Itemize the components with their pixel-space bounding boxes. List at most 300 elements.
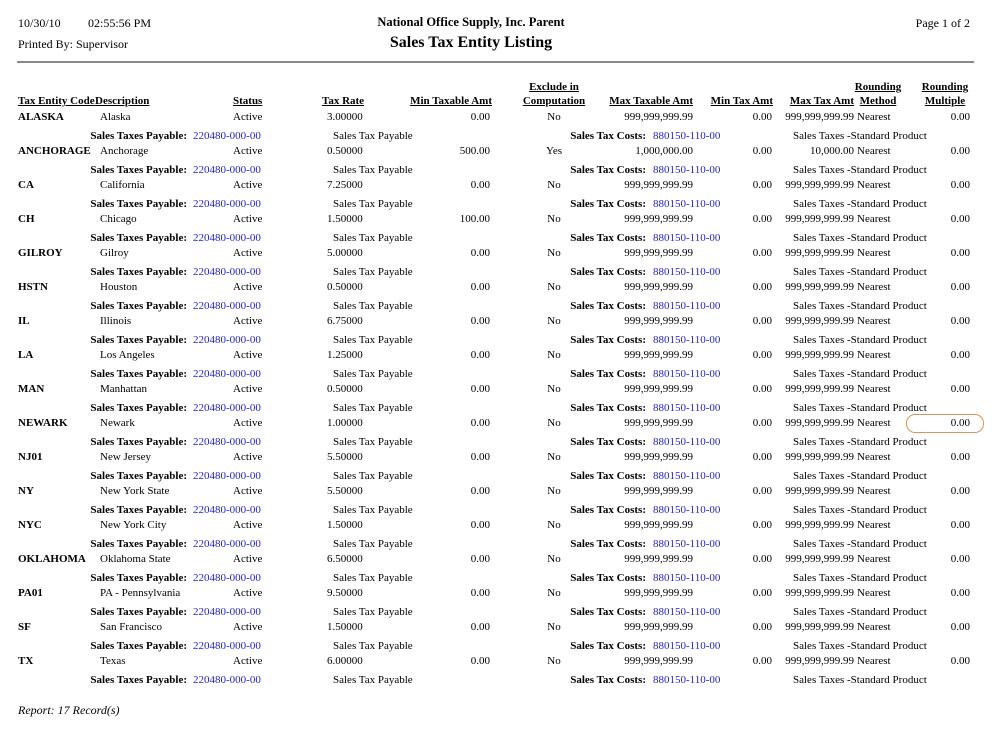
costs-account-link[interactable]: 880150-110-00 [653,606,721,618]
rounding-multiple-cell: 0.00 [950,383,970,395]
sales-tax-costs-label: Sales Tax Costs: [570,572,646,584]
tax-rate-cell: 9.50000 [327,587,363,599]
max-tax-amt-cell: 999,999,999.99 [785,417,854,429]
payable-account-link[interactable]: 220480-000-00 [193,402,261,414]
col-header-min-taxable-amt: Min Taxable Amt [410,95,492,107]
min-tax-amt-cell: 0.00 [752,315,772,327]
costs-account-link[interactable]: 880150-110-00 [653,470,721,482]
costs-account-link[interactable]: 880150-110-00 [653,402,721,414]
payable-account-description: Sales Tax Payable [333,368,413,380]
tax-entity-row-detail [0,572,992,586]
exclude-in-computation-cell: No [547,349,561,361]
max-tax-amt-cell: 999,999,999.99 [785,587,854,599]
tax-entity-row-detail [0,436,992,450]
exclude-in-computation-cell: No [547,213,561,225]
exclude-in-computation-cell: No [547,111,561,123]
min-taxable-amt-cell: 500.00 [459,145,490,157]
costs-account-description: Sales Taxes -Standard Product [793,606,927,618]
description-cell: Oklahoma State [100,553,171,565]
description-cell: Los Angeles [100,349,155,361]
exclude-in-computation-cell: No [547,417,561,429]
tax-entity-row-detail [0,402,992,416]
rounding-multiple-cell: 0.00 [950,485,970,497]
costs-account-description: Sales Taxes -Standard Product [793,572,927,584]
tax-entity-row-detail [0,504,992,518]
costs-account-description: Sales Taxes -Standard Product [793,266,927,278]
max-taxable-amt-cell: 1,000,000.00 [635,145,693,157]
tax-entity-code-cell: MAN [18,383,45,395]
costs-account-description: Sales Taxes -Standard Product [793,334,927,346]
rounding-method-cell: Nearest [857,281,891,293]
costs-account-link[interactable]: 880150-110-00 [653,504,721,516]
status-cell: Active [233,519,263,531]
max-taxable-amt-cell: 999,999,999.99 [624,111,693,123]
col-header-tax-entity-code: Tax Entity Code [18,95,95,107]
min-tax-amt-cell: 0.00 [752,281,772,293]
description-cell: Chicago [100,213,137,225]
tax-entity-row-main [0,587,992,601]
sales-tax-costs-label: Sales Tax Costs: [570,164,646,176]
rounding-method-cell: Nearest [857,383,891,395]
tax-rate-cell: 0.50000 [327,383,363,395]
min-tax-amt-cell: 0.00 [752,587,772,599]
rounding-method-cell: Nearest [857,315,891,327]
payable-account-link[interactable]: 220480-000-00 [193,538,261,550]
sales-taxes-payable-label: Sales Taxes Payable: [90,198,187,210]
rounding-method-cell: Nearest [857,587,891,599]
tax-entity-code-cell: SF [18,621,31,633]
min-tax-amt-cell: 0.00 [752,349,772,361]
sales-taxes-payable-label: Sales Taxes Payable: [90,402,187,414]
costs-account-link[interactable]: 880150-110-00 [653,198,721,210]
status-cell: Active [233,451,263,463]
tax-rate-cell: 5.00000 [327,247,363,259]
rounding-multiple-cell: 0.00 [950,247,970,259]
max-taxable-amt-cell: 999,999,999.99 [624,655,693,667]
payable-account-description: Sales Tax Payable [333,606,413,618]
tax-rate-cell: 1.50000 [327,213,363,225]
company-name: National Office Supply, Inc. Parent [377,15,565,29]
payable-account-description: Sales Tax Payable [333,674,413,686]
payable-account-link[interactable]: 220480-000-00 [193,674,261,686]
status-cell: Active [233,213,263,225]
tax-entity-code-cell: ALASKA [18,111,64,123]
payable-account-link[interactable]: 220480-000-00 [193,198,261,210]
max-taxable-amt-cell: 999,999,999.99 [624,383,693,395]
exclude-in-computation-cell: No [547,655,561,667]
costs-account-link[interactable]: 880150-110-00 [653,368,721,380]
description-cell: California [100,179,145,191]
tax-entity-row-main [0,179,992,193]
max-taxable-amt-cell: 999,999,999.99 [624,417,693,429]
rounding-multiple-cell: 0.00 [950,315,970,327]
col-header-rounding-multiple-line2: Multiple [924,95,966,107]
tax-entity-row-detail [0,266,992,280]
max-taxable-amt-cell: 999,999,999.99 [624,451,693,463]
col-header-min-tax-amt: Min Tax Amt [710,95,773,107]
tax-entity-row-main [0,621,992,635]
sales-taxes-payable-label: Sales Taxes Payable: [90,368,187,380]
rounding-multiple-cell: 0.00 [950,111,970,123]
payable-account-description: Sales Tax Payable [333,266,413,278]
tax-entity-row-detail [0,606,992,620]
payable-account-link[interactable]: 220480-000-00 [193,368,261,380]
tax-entity-code-cell: OKLAHOMA [18,553,86,565]
min-taxable-amt-cell: 0.00 [470,383,490,395]
sales-tax-costs-label: Sales Tax Costs: [570,674,646,686]
status-cell: Active [233,485,263,497]
max-tax-amt-cell: 999,999,999.99 [785,349,854,361]
costs-account-link[interactable]: 880150-110-00 [653,436,721,448]
max-tax-amt-cell: 999,999,999.99 [785,485,854,497]
sales-taxes-payable-label: Sales Taxes Payable: [90,572,187,584]
sales-taxes-payable-label: Sales Taxes Payable: [90,232,187,244]
min-taxable-amt-cell: 0.00 [470,179,490,191]
tax-entity-row-main [0,315,992,329]
col-header-exclude-line1: Exclude in [529,81,579,93]
tax-entity-code-cell: GILROY [18,247,63,259]
tax-rate-cell: 6.50000 [327,553,363,565]
rounding-method-cell: Nearest [857,451,891,463]
sales-tax-costs-label: Sales Tax Costs: [570,436,646,448]
min-taxable-amt-cell: 0.00 [470,111,490,123]
payable-account-description: Sales Tax Payable [333,402,413,414]
rounding-multiple-cell: 0.00 [950,451,970,463]
max-taxable-amt-cell: 999,999,999.99 [624,621,693,633]
tax-rate-cell: 5.50000 [327,485,363,497]
payable-account-description: Sales Tax Payable [333,130,413,142]
tax-entity-row-main [0,383,992,397]
min-taxable-amt-cell: 0.00 [470,349,490,361]
exclude-in-computation-cell: No [547,315,561,327]
tax-entity-row-main [0,417,992,431]
col-header-status: Status [233,95,263,107]
sales-tax-costs-label: Sales Tax Costs: [570,504,646,516]
col-header-exclude-line2: Computation [522,95,586,107]
payable-account-description: Sales Tax Payable [333,300,413,312]
page-title: Sales Tax Entity Listing [389,34,553,51]
description-cell: Manhattan [100,383,148,395]
report-date: 10/30/10 [18,16,61,30]
rounding-multiple-cell: 0.00 [950,179,970,191]
tax-rate-cell: 7.25000 [327,179,363,191]
max-taxable-amt-cell: 999,999,999.99 [624,485,693,497]
rounding-method-cell: Nearest [857,485,891,497]
costs-account-description: Sales Taxes -Standard Product [793,232,927,244]
tax-entity-row-main [0,519,992,533]
sales-taxes-payable-label: Sales Taxes Payable: [90,470,187,482]
description-cell: New Jersey [100,451,152,463]
costs-account-link[interactable]: 880150-110-00 [653,572,721,584]
max-tax-amt-cell: 999,999,999.99 [785,383,854,395]
tax-entity-row-detail [0,130,992,144]
tax-entity-row-detail [0,300,992,314]
status-cell: Active [233,145,263,157]
min-tax-amt-cell: 0.00 [752,621,772,633]
costs-account-description: Sales Taxes -Standard Product [793,538,927,550]
payable-account-link[interactable]: 220480-000-00 [193,164,261,176]
tax-rate-cell: 1.00000 [327,417,363,429]
rounding-method-cell: Nearest [857,145,891,157]
tax-entity-code-cell: NJ01 [18,451,43,463]
description-cell: Illinois [100,315,132,327]
sales-tax-costs-label: Sales Tax Costs: [570,402,646,414]
exclude-in-computation-cell: No [547,179,561,191]
record-count: Report: 17 Record(s) [18,703,120,717]
exclude-in-computation-cell: No [547,587,561,599]
rounding-method-cell: Nearest [857,417,891,429]
costs-account-link[interactable]: 880150-110-00 [653,640,721,652]
exclude-in-computation-cell: No [547,451,561,463]
max-tax-amt-cell: 999,999,999.99 [785,111,854,123]
min-tax-amt-cell: 0.00 [752,451,772,463]
rounding-method-cell: Nearest [857,621,891,633]
payable-account-link[interactable]: 220480-000-00 [193,334,261,346]
costs-account-description: Sales Taxes -Standard Product [793,368,927,380]
payable-account-link[interactable]: 220480-000-00 [193,572,261,584]
tax-entity-row-detail [0,198,992,212]
max-tax-amt-cell: 999,999,999.99 [785,553,854,565]
min-tax-amt-cell: 0.00 [752,111,772,123]
max-tax-amt-cell: 999,999,999.99 [785,451,854,463]
costs-account-description: Sales Taxes -Standard Product [793,130,927,142]
description-cell: Alaska [100,111,131,123]
tax-entity-row-detail [0,470,992,484]
tax-entity-row-main [0,247,992,261]
costs-account-link[interactable]: 880150-110-00 [653,232,721,244]
sales-tax-costs-label: Sales Tax Costs: [570,130,646,142]
rounding-method-cell: Nearest [857,247,891,259]
min-tax-amt-cell: 0.00 [752,485,772,497]
costs-account-description: Sales Taxes -Standard Product [793,674,927,686]
costs-account-link[interactable]: 880150-110-00 [653,538,721,550]
max-taxable-amt-cell: 999,999,999.99 [624,587,693,599]
printed-by: Printed By: Supervisor [18,37,128,51]
exclude-in-computation-cell: No [547,247,561,259]
costs-account-description: Sales Taxes -Standard Product [793,164,927,176]
sales-tax-costs-label: Sales Tax Costs: [570,538,646,550]
tax-entity-row-detail [0,164,992,178]
tax-entity-row-detail [0,334,992,348]
payable-account-description: Sales Tax Payable [333,504,413,516]
tax-entity-code-cell: NYC [18,519,42,531]
min-taxable-amt-cell: 0.00 [470,485,490,497]
tax-rate-cell: 0.50000 [327,145,363,157]
costs-account-description: Sales Taxes -Standard Product [793,402,927,414]
payable-account-description: Sales Tax Payable [333,164,413,176]
costs-account-link[interactable]: 880150-110-00 [653,164,721,176]
report-time: 02:55:56 PM [88,16,152,30]
min-tax-amt-cell: 0.00 [752,179,772,191]
sales-taxes-payable-label: Sales Taxes Payable: [90,674,187,686]
sales-tax-costs-label: Sales Tax Costs: [570,368,646,380]
rounding-multiple-cell: 0.00 [950,655,970,667]
tax-entity-row-main [0,553,992,567]
page-number: Page 1 of 2 [915,16,970,30]
sales-taxes-payable-label: Sales Taxes Payable: [90,266,187,278]
costs-account-description: Sales Taxes -Standard Product [793,198,927,210]
tax-entity-row-main [0,111,992,125]
sales-tax-costs-label: Sales Tax Costs: [570,198,646,210]
tax-entity-row-detail [0,674,992,688]
rounding-method-cell: Nearest [857,213,891,225]
rounding-multiple-cell: 0.00 [950,145,970,157]
description-cell: New York State [100,485,170,497]
tax-entity-code-cell: NEWARK [18,417,68,429]
payable-account-link[interactable]: 220480-000-00 [193,470,261,482]
col-header-max-taxable-amt: Max Taxable Amt [609,95,693,107]
rounding-method-cell: Nearest [857,655,891,667]
tax-entity-row-detail [0,232,992,246]
payable-account-link[interactable]: 220480-000-00 [193,232,261,244]
min-taxable-amt-cell: 0.00 [470,519,490,531]
rounding-multiple-cell: 0.00 [950,281,970,293]
tax-entity-code-cell: LA [18,349,34,361]
min-tax-amt-cell: 0.00 [752,655,772,667]
tax-entity-code-cell: ANCHORAGE [18,145,91,157]
sales-tax-costs-label: Sales Tax Costs: [570,640,646,652]
tax-entity-code-cell: PA01 [18,587,43,599]
description-cell: PA - Pennsylvania [100,587,181,599]
max-taxable-amt-cell: 999,999,999.99 [624,247,693,259]
min-tax-amt-cell: 0.00 [752,553,772,565]
payable-account-link[interactable]: 220480-000-00 [193,130,261,142]
rounding-method-cell: Nearest [857,519,891,531]
tax-entity-code-cell: TX [18,655,34,667]
exclude-in-computation-cell: No [547,281,561,293]
sales-taxes-payable-label: Sales Taxes Payable: [90,130,187,142]
status-cell: Active [233,281,263,293]
status-cell: Active [233,179,263,191]
status-cell: Active [233,553,263,565]
sales-taxes-payable-label: Sales Taxes Payable: [90,334,187,346]
costs-account-link[interactable]: 880150-110-00 [653,130,721,142]
payable-account-link[interactable]: 220480-000-00 [193,300,261,312]
exclude-in-computation-cell: No [547,621,561,633]
col-header-rounding-method-line2: Method [859,95,897,107]
status-cell: Active [233,315,263,327]
tax-rate-cell: 1.25000 [327,349,363,361]
sales-tax-costs-label: Sales Tax Costs: [570,606,646,618]
sales-tax-costs-label: Sales Tax Costs: [570,300,646,312]
sales-taxes-payable-label: Sales Taxes Payable: [90,436,187,448]
sales-tax-costs-label: Sales Tax Costs: [570,470,646,482]
max-tax-amt-cell: 10,000.00 [810,145,854,157]
tax-entity-code-cell: IL [18,315,30,327]
max-tax-amt-cell: 999,999,999.99 [785,179,854,191]
costs-account-description: Sales Taxes -Standard Product [793,300,927,312]
max-taxable-amt-cell: 999,999,999.99 [624,349,693,361]
min-taxable-amt-cell: 0.00 [470,247,490,259]
status-cell: Active [233,349,263,361]
tax-entity-code-cell: CA [18,179,34,191]
rounding-method-cell: Nearest [857,111,891,123]
payable-account-link[interactable]: 220480-000-00 [193,606,261,618]
min-tax-amt-cell: 0.00 [752,247,772,259]
payable-account-link[interactable]: 220480-000-00 [193,436,261,448]
exclude-in-computation-cell: No [547,383,561,395]
max-taxable-amt-cell: 999,999,999.99 [624,519,693,531]
max-tax-amt-cell: 999,999,999.99 [785,213,854,225]
exclude-in-computation-cell: No [547,485,561,497]
costs-account-link[interactable]: 880150-110-00 [653,334,721,346]
payable-account-description: Sales Tax Payable [333,198,413,210]
payable-account-link[interactable]: 220480-000-00 [193,640,261,652]
sales-taxes-payable-label: Sales Taxes Payable: [90,504,187,516]
description-cell: Gilroy [100,247,129,259]
rounding-multiple-cell: 0.00 [950,621,970,633]
min-taxable-amt-cell: 0.00 [470,655,490,667]
max-tax-amt-cell: 999,999,999.99 [785,621,854,633]
max-taxable-amt-cell: 999,999,999.99 [624,315,693,327]
tax-entity-row-main [0,213,992,227]
status-cell: Active [233,111,263,123]
rounding-multiple-cell: 0.00 [950,519,970,531]
tax-rate-cell: 5.50000 [327,451,363,463]
description-cell: Anchorage [100,145,149,157]
sales-taxes-payable-label: Sales Taxes Payable: [90,538,187,550]
payable-account-description: Sales Tax Payable [333,470,413,482]
rounding-multiple-cell: 0.00 [950,587,970,599]
payable-account-link[interactable]: 220480-000-00 [193,266,261,278]
rounding-multiple-cell: 0.00 [950,213,970,225]
tax-rate-cell: 1.50000 [327,519,363,531]
tax-entity-code-cell: HSTN [18,281,48,293]
exclude-in-computation-cell: No [547,519,561,531]
min-taxable-amt-cell: 0.00 [470,621,490,633]
tax-entity-code-cell: CH [18,213,35,225]
tax-rate-cell: 0.50000 [327,281,363,293]
rounding-multiple-cell: 0.00 [950,553,970,565]
costs-account-description: Sales Taxes -Standard Product [793,640,927,652]
exclude-in-computation-cell: Yes [545,145,562,157]
col-header-rounding-method-line1: Rounding [854,81,902,93]
tax-entity-row-main [0,655,992,669]
tax-rate-cell: 6.00000 [327,655,363,667]
tax-entity-row-main [0,145,992,159]
payable-account-description: Sales Tax Payable [333,538,413,550]
payable-account-link[interactable]: 220480-000-00 [193,504,261,516]
highlight-box [906,414,984,433]
min-taxable-amt-cell: 0.00 [470,587,490,599]
costs-account-link[interactable]: 880150-110-00 [653,674,721,686]
min-taxable-amt-cell: 0.00 [470,451,490,463]
payable-account-description: Sales Tax Payable [333,436,413,448]
min-tax-amt-cell: 0.00 [752,145,772,157]
min-taxable-amt-cell: 0.00 [470,315,490,327]
min-taxable-amt-cell: 0.00 [470,417,490,429]
tax-entity-row-main [0,451,992,465]
tax-entity-row-main [0,485,992,499]
max-tax-amt-cell: 999,999,999.99 [785,655,854,667]
max-taxable-amt-cell: 999,999,999.99 [624,553,693,565]
rounding-method-cell: Nearest [857,553,891,565]
description-cell: New York City [100,519,167,531]
sales-taxes-payable-label: Sales Taxes Payable: [90,300,187,312]
max-tax-amt-cell: 999,999,999.99 [785,281,854,293]
min-tax-amt-cell: 0.00 [752,417,772,429]
min-taxable-amt-cell: 0.00 [470,553,490,565]
min-taxable-amt-cell: 0.00 [470,281,490,293]
tax-entity-row-main [0,349,992,363]
costs-account-link[interactable]: 880150-110-00 [653,300,721,312]
payable-account-description: Sales Tax Payable [333,232,413,244]
rounding-multiple-cell: 0.00 [950,349,970,361]
tax-rate-cell: 1.50000 [327,621,363,633]
description-cell: Texas [100,655,126,667]
costs-account-link[interactable]: 880150-110-00 [653,266,721,278]
status-cell: Active [233,383,263,395]
